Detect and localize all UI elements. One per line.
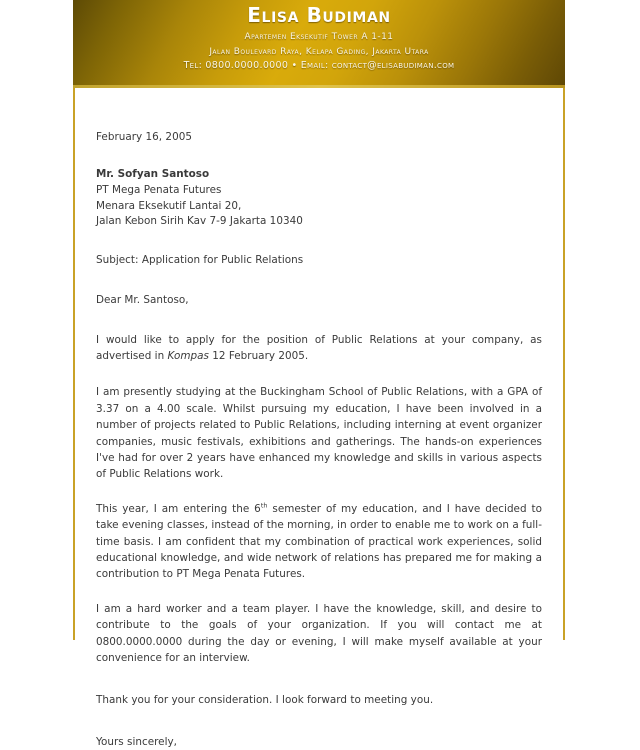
- paragraph-2: I am presently studying at the Buckingham School of Public Relations, with a GPA of 3.37 on a 4.00 scale. Whilst pursuing my education, I have been involved in a number of projects related to Public Relations, including interning at event organizer companies, music festivals, exhibitions and gatherings. The hands-on experiences I've had for over 2 years have enhanced my knowledge and skills in various aspects of Public Relations work.: [96, 386, 542, 481]
- sender-phone-email: Tel: 0800.0000.0000 • Email: contact@elisabudiman.com: [183, 60, 455, 71]
- letter-body: [96, 130, 542, 750]
- paragraph-3-text-a: This year, I am entering the 6: [96, 502, 261, 515]
- paragraph-1-text-a: I would like to apply for the position of Public Relations at your company, as advertised in: [96, 333, 542, 362]
- sender-name: Elisa Budiman: [247, 3, 391, 27]
- salutation: Dear Mr. Santoso,: [96, 294, 189, 307]
- recipient-company: PT Mega Penata Futures: [96, 184, 222, 196]
- sender-address-line-1: Apartemen Eksekutif Tower A 1-11: [244, 32, 394, 42]
- paragraph-1: [96, 332, 542, 365]
- recipient-block: [96, 167, 542, 229]
- paragraph-1-text-b: 12 February 2005.: [208, 350, 309, 362]
- sender-address-line-2: Jalan Boulevard Raya, Kelapa Gading, Jakarta Utara: [209, 46, 429, 57]
- closing-thanks: Thank you for your consideration. I look forward to meeting you.: [96, 693, 434, 706]
- recipient-address-line-1: Menara Eksekutif Lantai 20,: [96, 199, 242, 212]
- letterhead-banner: [73, 0, 565, 88]
- paragraph-3-text-b: semester of my education, and I have decided to take evening classes, instead of the morning, in order to enable me to work on a full-time basis. I am confident that my combination of practical work experiences, solid educational knowledge, and wide network of relations has prepared me for making a contribution to PT Mega Penata Futures.: [96, 502, 542, 581]
- publication-name: Kompas: [167, 350, 209, 362]
- ordinal-suffix: th: [260, 501, 268, 510]
- recipient-name: Mr. Sofyan Santoso: [96, 168, 210, 181]
- paragraph-4: I am a hard worker and a team player. I have the knowledge, skill, and desire to contribute to the goals of your organization. If you will contact me at 0800.0000.0000 during the day or evening, I will make myself available at your convenience for an interview.: [96, 602, 542, 665]
- paragraph-3: [96, 501, 542, 583]
- letter-date: February 16, 2005: [96, 131, 192, 143]
- sign-off: Yours sincerely,: [96, 735, 177, 748]
- subject-line: Subject: Application for Public Relations: [96, 253, 304, 266]
- recipient-address-line-2: Jalan Kebon Sirih Kav 7-9 Jakarta 10340: [96, 215, 303, 228]
- sender-contact-block: [73, 30, 565, 74]
